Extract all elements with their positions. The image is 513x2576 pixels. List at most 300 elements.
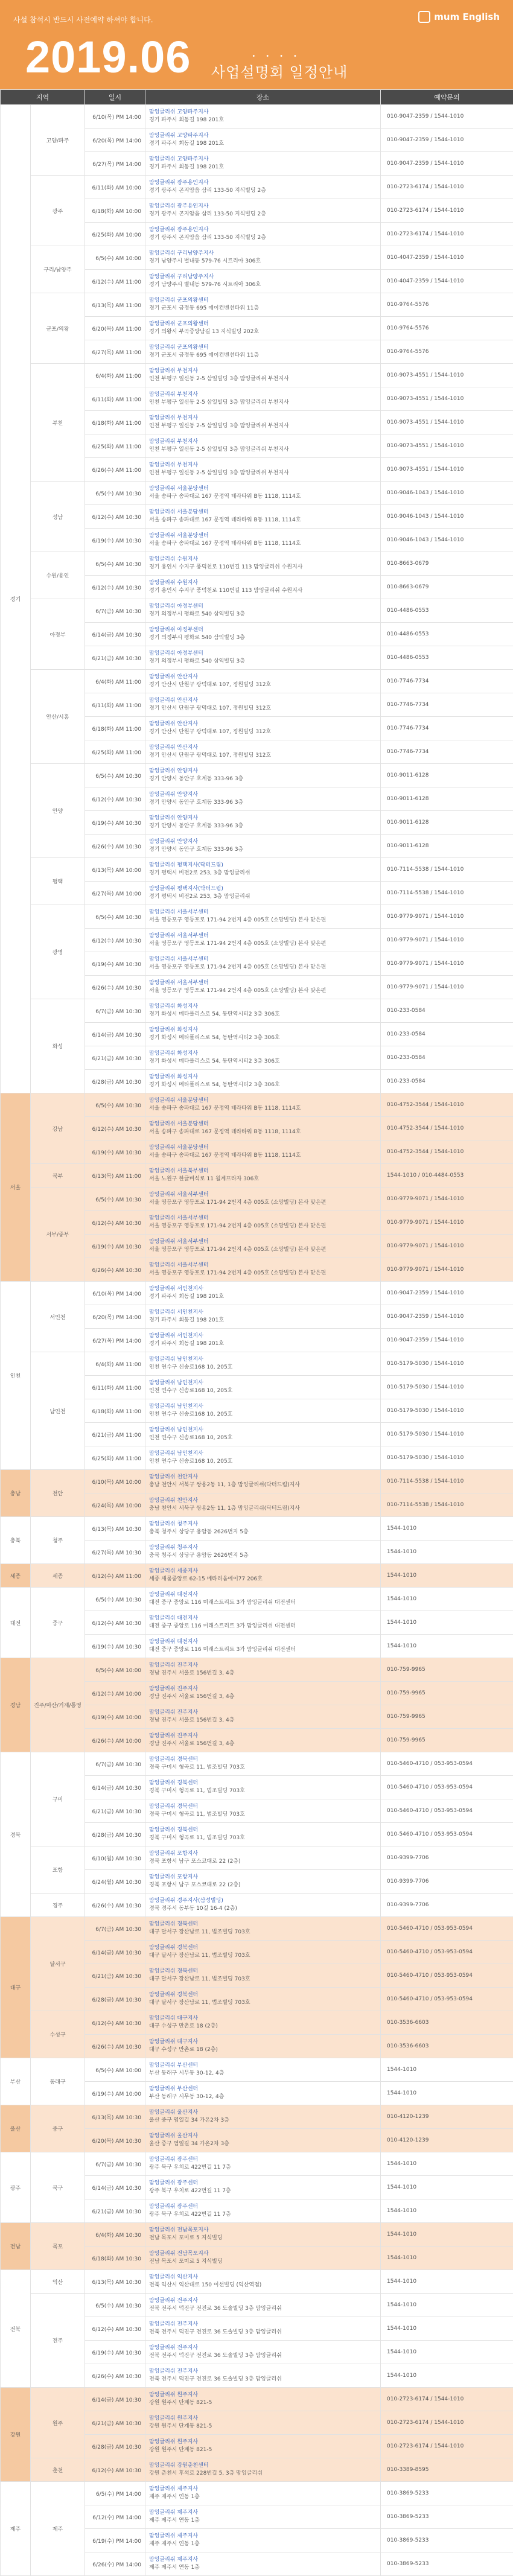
venue-name-link[interactable]: 맘잉글리쉬 남인천지사 [149,1379,380,1387]
date-cell: 6/4(화) AM 10:30 [85,2223,145,2247]
venue-name-link[interactable]: 맘잉글리쉬 안산지사 [149,697,380,705]
venue-name-link[interactable]: 맘잉글리쉬 포항지사 [149,1874,380,1881]
place-cell [145,811,381,835]
venue-name-link[interactable]: 맘잉글리쉬 울산지사 [149,2132,380,2140]
venue-address: 세종 새롬중앙로 62-15 메타리움에이77 206호 [149,1576,380,1583]
venue-name-link[interactable]: 맘잉글리쉬 원주지사 [149,2438,380,2446]
place-cell [145,2270,381,2294]
table-row [1,364,513,387]
venue-name-link[interactable]: 맘잉글리쉬 부산센터 [149,2062,380,2070]
place-cell [145,1423,381,1446]
venue-name-link[interactable]: 맘잉글리쉬 고양파주지사 [149,132,380,140]
venue-address: 경기 파주시 회동길 198 201호 [149,140,380,148]
contact-cell: 010-3869-5233 [381,2482,513,2505]
venue-address: 인천 연수구 신송로168 10, 205호 [149,1434,380,1442]
table-row [1,176,513,199]
table-row [1,1564,513,1588]
venue-name-link[interactable]: 맘잉글리쉬 광주센터 [149,2180,380,2187]
place-cell [145,1470,381,1493]
venue-name-link[interactable]: 맘잉글리쉬 서울서부센터 [149,1191,380,1199]
subregion-cell: 안양 [31,764,85,858]
venue-address: 경기 광주시 곤지암읍 삼리 133-50 지식빌딩 2층 [149,234,380,242]
date-cell: 6/14(금) AM 10:30 [85,623,145,646]
table-row [1,246,513,270]
table-row [1,1517,513,1541]
venue-name-link[interactable]: 맘잉글리쉬 부천지사 [149,367,380,375]
table-row [1,905,513,929]
title-dots: •••• [211,53,348,60]
venue-name-link[interactable]: 맘잉글리쉬 원주지사 [149,2391,380,2399]
venue-name-link[interactable]: 맘잉글리쉬 고양파주지사 [149,156,380,164]
date-cell: 6/10(목) PM 14:00 [85,1282,145,1305]
venue-name-link[interactable]: 맘잉글리쉬 안양지사 [149,768,380,775]
col-header-contact: 예약문의 [381,90,513,105]
contact-cell: 010-5460-4710 / 053-953-0594 [381,1917,513,1941]
date-cell: 6/27(목) AM 11:00 [85,340,145,364]
venue-name-link[interactable]: 맘잉글리쉬 경주지사(삼성빌딩) [149,1897,380,1905]
date-cell: 6/5(수) AM 10:30 [85,482,145,505]
venue-address: 서울 영등포구 영등포로 171-94 2번지 4층 005호 (소망빌딩) 본사 맞은편 [149,940,380,948]
venue-address: 경기 화성시 메타폴리스로 54, 동탄역시티2 3층 306호 [149,1034,380,1042]
region-cell: 경기 [1,105,31,1093]
venue-name-link[interactable]: 맘잉글리쉬 안양지사 [149,815,380,822]
venue-name-link[interactable]: 맘잉글리쉬 광주센터 [149,2203,380,2211]
contact-cell: 1544-1010 [381,1635,513,1658]
date-cell: 6/21(금) AM 11:00 [85,1423,145,1446]
venue-name-link[interactable]: 맘잉글리쉬 진주지사 [149,1709,380,1717]
date-cell: 6/11(화) AM 11:00 [85,1376,145,1399]
schedule-month: 2019.06 [25,31,191,83]
venue-name-link[interactable]: 맘잉글리쉬 서울서부센터 [149,1215,380,1223]
contact-cell: 010-5460-4710 / 053-953-0594 [381,1752,513,1776]
contact-cell: 1544-1010 / 010-4484-0553 [381,1164,513,1188]
contact-cell: 010-9047-2359 / 1544-1010 [381,152,513,176]
venue-name-link[interactable]: 맘잉글리쉬 청주지사 [149,1544,380,1552]
venue-name-link[interactable]: 맘잉글리쉬 수원지사 [149,556,380,564]
contact-cell: 010-9047-2359 / 1544-1010 [381,1329,513,1352]
venue-name-link[interactable]: 맘잉글리쉬 광주용인지사 [149,203,380,211]
contact-cell: 010-9779-9071 / 1544-1010 [381,1211,513,1235]
venue-name-link[interactable]: 맘잉글리쉬 청주지사 [149,1521,380,1528]
venue-name-link[interactable]: 맘잉글리쉬 부천지사 [149,438,380,446]
venue-name-link[interactable]: 맘잉글리쉬 아정부센터 [149,603,380,611]
contact-cell: 010-233-0584 [381,1023,513,1046]
place-cell [145,599,381,623]
contact-cell: 1544-1010 [381,2270,513,2294]
subregion-cell: 평택 [31,858,85,905]
venue-address: 서울 송파구 송파대로 167 문정역 테라타워 B동 1118, 1114호 [149,540,380,548]
venue-name-link[interactable]: 맘잉글리쉬 서인천지사 [149,1332,380,1340]
venue-name-link[interactable]: 맘잉글리쉬 부천지사 [149,415,380,422]
date-cell: 6/12(수) AM 10:30 [85,2458,145,2482]
venue-name-link[interactable]: 맘잉글리쉬 경북센터 [149,1827,380,1834]
date-cell: 6/19(수) AM 10:30 [85,1140,145,1164]
venue-name-link[interactable]: 맘잉글리쉬 서울서부센터 [149,932,380,940]
venue-name-link[interactable]: 맘잉글리쉬 안산지사 [149,720,380,728]
venue-name-link[interactable]: 맘잉글리쉬 전주지사 [149,2297,380,2305]
venue-address: 강원 원주시 단계동 821-5 [149,2399,380,2407]
date-cell: 6/21(금) AM 10:30 [85,1046,145,1070]
contact-cell: 010-7114-5538 / 1544-1010 [381,1493,513,1517]
venue-name-link[interactable]: 맘잉글리쉬 남인천지사 [149,1403,380,1411]
table-row [1,2388,513,2411]
subregion-cell: 서인천 [31,1282,85,1352]
subregion-cell: 군포/의왕 [31,293,85,364]
region-cell: 제주 [1,2482,31,2576]
place-cell [145,2105,381,2129]
date-cell: 6/25(화) AM 11:00 [85,434,145,458]
contact-cell: 010-2723-6174 / 1544-1010 [381,2435,513,2458]
venue-name-link[interactable]: 맘잉글리쉬 안산지사 [149,744,380,752]
venue-name-link[interactable]: 맘잉글리쉬 서울분당센터 [149,1121,380,1128]
date-cell: 6/26(수) AM 10:30 [85,2364,145,2388]
venue-name-link[interactable]: 맘잉글리쉬 전주지사 [149,2321,380,2329]
place-cell [145,1541,381,1564]
date-cell: 6/19(수) AM 10:30 [85,2341,145,2364]
venue-address: 인천 부평구 일신동 2-5 삼일빌딩 3층 맘잉글리쉬 부천지사 [149,375,380,383]
venue-name-link[interactable]: 맘잉글리쉬 화성지사 [149,1073,380,1081]
place-cell [145,2176,381,2199]
contact-cell: 010-3869-5233 [381,2505,513,2529]
venue-name-link[interactable]: 맘잉글리쉬 서울분당센터 [149,509,380,517]
venue-name-link[interactable]: 맘잉글리쉬 경북센터 [149,1944,380,1952]
venue-name-link[interactable]: 맘잉글리쉬 서울분당센터 [149,1144,380,1152]
table-row [1,2458,513,2482]
venue-name-link[interactable]: 맘잉글리쉬 서울분당센터 [149,1097,380,1105]
contact-cell: 010-2723-6174 / 1544-1010 [381,2411,513,2435]
venue-address: 서울 영등포구 영등포로 171-94 2번지 4층 005호 (소망빌딩) 본사 맞은편 [149,917,380,924]
venue-name-link[interactable]: 맘잉글리쉬 제주지사 [149,2485,380,2493]
place-cell [145,482,381,505]
venue-name-link[interactable]: 맘잉글리쉬 서울분당센터 [149,532,380,540]
contact-cell: 1544-1010 [381,2317,513,2341]
subregion-cell: 달서구 [31,1917,85,2011]
subregion-cell: 포항 [31,1846,85,1894]
date-cell: 6/10(목) PM 14:00 [85,105,145,129]
date-cell: 6/25(화) AM 10:00 [85,223,145,246]
place-cell [145,1846,381,1870]
venue-address: 경기 군포시 금정동 695 에이컨벤션타워 11층 [149,352,380,360]
table-row [1,1470,513,1493]
venue-name-link[interactable]: 맘잉글리쉬 부천지사 [149,462,380,469]
venue-name-link[interactable]: 맘잉글리쉬 군포의왕센터 [149,320,380,328]
venue-address: 경북 포항시 남구 포스코대로 22 (2층) [149,1881,380,1889]
date-cell: 6/12(수) PM 14:00 [85,2505,145,2529]
contact-cell: 010-3536-6603 [381,2011,513,2035]
date-cell: 6/19(수) AM 10:00 [85,1705,145,1729]
date-cell: 6/19(수) AM 10:00 [85,2082,145,2105]
contact-cell: 010-2723-6174 / 1544-1010 [381,2388,513,2411]
venue-name-link[interactable]: 맘잉글리쉬 대구지사 [149,2038,380,2046]
venue-name-link[interactable]: 맘잉글리쉬 광주용인지사 [149,226,380,234]
contact-cell: 010-9046-1043 / 1544-1010 [381,505,513,529]
place-cell [145,1329,381,1352]
contact-cell: 1544-1010 [381,2176,513,2199]
contact-cell: 010-9073-4551 / 1544-1010 [381,434,513,458]
place-cell [145,952,381,976]
contact-cell: 010-9073-4551 / 1544-1010 [381,387,513,411]
date-cell: 6/18(화) AM 11:00 [85,411,145,434]
venue-name-link[interactable]: 맘잉글리쉬 아정부센터 [149,626,380,634]
venue-address: 대전 중구 중앙로 116 미래스트리트 3가 맘잉글리쉬 대전센터 [149,1599,380,1607]
date-cell: 6/24(목) AM 10:00 [85,1493,145,1517]
place-cell [145,129,381,152]
venue-name-link[interactable]: 맘잉글리쉬 전남목포지사 [149,2227,380,2234]
place-cell [145,1941,381,1964]
date-cell: 6/21(금) AM 10:30 [85,2411,145,2435]
venue-name-link[interactable]: 맘잉글리쉬 경북센터 [149,1803,380,1811]
venue-name-link[interactable]: 맘잉글리쉬 천안지사 [149,1497,380,1505]
page-title [211,60,348,81]
venue-address: 인천 부평구 일신동 2-5 삼일빌딩 3층 맘잉글리쉬 부천지사 [149,446,380,454]
subregion-cell: 구미 [31,1752,85,1846]
venue-name-link[interactable]: 맘잉글리쉬 세종지사 [149,1568,380,1576]
venue-name-link[interactable]: 맘잉글리쉬 남인천지사 [149,1426,380,1434]
table-row [1,2011,513,2035]
contact-cell: 010-233-0584 [381,1046,513,1070]
venue-name-link[interactable]: 맘잉글리쉬 군포의왕센터 [149,297,380,305]
subregion-cell: 고양/파주 [31,105,85,176]
place-cell [145,364,381,387]
venue-name-link[interactable]: 맘잉글리쉬 수원지사 [149,579,380,587]
table-header-row [1,90,513,105]
contact-cell: 1544-1010 [381,2199,513,2223]
subregion-cell: 청주 [31,1517,85,1564]
place-cell [145,1517,381,1541]
region-cell: 전북 [1,2270,31,2388]
venue-name-link[interactable]: 맘잉글리쉬 화성지사 [149,1050,380,1058]
venue-address: 인천 연수구 신송로168 10, 205호 [149,1411,380,1419]
venue-address: 제주 제주시 연동 1층 [149,2564,380,2572]
venue-name-link[interactable]: 맘잉글리쉬 구리남양주지사 [149,273,380,281]
venue-name-link[interactable]: 맘잉글리쉬 서울북부센터 [149,1168,380,1175]
venue-name-link[interactable]: 맘잉글리쉬 제주지사 [149,2533,380,2540]
date-cell: 6/18(화) AM 11:00 [85,1399,145,1423]
place-cell [145,1117,381,1140]
venue-name-link[interactable]: 맘잉글리쉬 평택지사(닥터드림) [149,885,380,893]
venue-name-link[interactable]: 맘잉글리쉬 아정부센터 [149,650,380,658]
venue-address: 경기 광주시 곤지암읍 삼리 133-50 지식빌딩 2층 [149,211,380,218]
venue-name-link[interactable]: 맘잉글리쉬 서울분당센터 [149,485,380,493]
venue-address: 대전 중구 중앙로 116 미래스트리트 3가 맘잉글리쉬 대전센터 [149,1623,380,1630]
date-cell: 6/21(금) AM 10:30 [85,2199,145,2223]
venue-name-link[interactable]: 맘잉글리쉬 광주센터 [149,2156,380,2164]
place-cell [145,2199,381,2223]
venue-name-link[interactable]: 맘잉글리쉬 울산지사 [149,2109,380,2117]
place-cell [145,1917,381,1941]
date-cell: 6/12(수) AM 10:30 [85,2011,145,2035]
venue-name-link[interactable]: 맘잉글리쉬 화성지사 [149,1026,380,1034]
venue-name-link[interactable]: 맘잉글리쉬 서울서부센터 [149,909,380,917]
venue-name-link[interactable]: 맘잉글리쉬 서울서부센터 [149,979,380,987]
venue-address: 경남 진주시 서울로 156번길 3, 4층 [149,1693,380,1701]
venue-address: 경기 안양시 동안구 호계동 333-96 3층 [149,799,380,807]
venue-address: 강원 원주시 단계동 821-5 [149,2446,380,2454]
venue-address: 인천 연수구 신송로168 10, 205호 [149,1458,380,1466]
venue-name-link[interactable]: 맘잉글리쉬 고양파주지사 [149,109,380,116]
date-cell: 6/20(목) PM 14:00 [85,1305,145,1329]
contact-cell: 010-9073-4551 / 1544-1010 [381,364,513,387]
venue-name-link[interactable]: 맘잉글리쉬 경북센터 [149,1968,380,1976]
place-cell [145,1352,381,1376]
table-row [1,1352,513,1376]
venue-name-link[interactable]: 맘잉글리쉬 경북센터 [149,1779,380,1787]
venue-address: 경기 안산시 단원구 광덕대로 107, 정원빌딩 312호 [149,705,380,713]
contact-cell: 010-9047-2359 / 1544-1010 [381,1305,513,1329]
region-cell: 대전 [1,1588,31,1658]
venue-name-link[interactable]: 맘잉글리쉬 평택지사(닥터드림) [149,862,380,870]
venue-name-link[interactable]: 맘잉글리쉬 안양지사 [149,838,380,846]
date-cell: 6/28(금) AM 10:30 [85,1988,145,2011]
venue-address: 인천 부평구 일신동 2-5 삼일빌딩 3층 맘잉글리쉬 부천지사 [149,422,380,430]
place-cell [145,1705,381,1729]
venue-name-link[interactable]: 맘잉글리쉬 서울서부센터 [149,1262,380,1270]
venue-address: 경기 용인시 수지구 풍덕천로 110번길 113 맘잉글리쉬 수원지사 [149,564,380,571]
venue-name-link[interactable]: 맘잉글리쉬 대전지사 [149,1615,380,1623]
subregion-cell: 강남 [31,1093,85,1164]
subregion-cell: 아정부 [31,599,85,670]
subregion-cell: 안산/시흥 [31,670,85,764]
contact-cell: 010-3869-5233 [381,2552,513,2576]
venue-address: 경기 안산시 단원구 광덕대로 107, 정원빌딩 312호 [149,681,380,689]
brand-logo-text: mum English [434,11,500,22]
venue-name-link[interactable]: 맘잉글리쉬 서인천지사 [149,1285,380,1293]
place-cell [145,2552,381,2576]
contact-cell: 010-9779-9071 / 1544-1010 [381,1188,513,1211]
venue-name-link[interactable]: 맘잉글리쉬 포항지사 [149,1850,380,1858]
venue-name-link[interactable]: 맘잉글리쉬 익산지사 [149,2274,380,2282]
place-cell [145,1776,381,1799]
date-cell: 6/26(수) AM 10:00 [85,1729,145,1752]
venue-name-link[interactable]: 맘잉글리쉬 광주용인지사 [149,179,380,187]
venue-name-link[interactable]: 맘잉글리쉬 경북센터 [149,1991,380,1999]
place-cell [145,2482,381,2505]
subregion-cell: 북구 [31,2152,85,2223]
venue-name-link[interactable]: 맘잉글리쉬 제주지사 [149,2509,380,2517]
contact-cell: 010-5179-5030 / 1544-1010 [381,1423,513,1446]
subregion-cell: 성남 [31,482,85,552]
venue-name-link[interactable]: 맘잉글리쉬 구리남양주지사 [149,250,380,258]
date-cell: 6/10(월) AM 10:30 [85,1846,145,1870]
venue-name-link[interactable]: 맘잉글리쉬 대전지사 [149,1638,380,1646]
contact-cell: 010-9073-4551 / 1544-1010 [381,458,513,482]
venue-address: 대구 수성구 만촌로 18 (2층) [149,2046,380,2054]
venue-name-link[interactable]: 맘잉글리쉬 전남목포지사 [149,2250,380,2258]
place-cell [145,411,381,434]
venue-name-link[interactable]: 맘잉글리쉬 원주지사 [149,2415,380,2423]
table-row [1,599,513,623]
venue-address: 경기 용인시 수지구 풍덕천로 110번길 113 맘잉글리쉬 수원지사 [149,587,380,595]
table-row [1,1188,513,1211]
venue-name-link[interactable]: 맘잉글리쉬 전주지사 [149,2344,380,2352]
place-cell [145,529,381,552]
venue-name-link[interactable]: 맘잉글리쉬 진주지사 [149,1685,380,1693]
place-cell [145,1682,381,1705]
contact-cell: 010-4752-3544 / 1544-1010 [381,1117,513,1140]
table-row [1,764,513,787]
subregion-cell: 서부/중부 [31,1188,85,1282]
place-cell [145,2294,381,2317]
place-cell [145,976,381,999]
date-cell: 6/5(수) AM 10:30 [85,1188,145,1211]
venue-name-link[interactable]: 맘잉글리쉬 남인천지사 [149,1450,380,1458]
brand-logo[interactable] [418,11,500,23]
venue-address: 서울 송파구 송파대로 167 문정역 테라타워 B동 1118, 1114호 [149,1152,380,1160]
venue-address: 서울 송파구 송파대로 167 문정역 테라타워 B동 1118, 1114호 [149,1128,380,1136]
venue-name-link[interactable]: 맘잉글리쉬 안양지사 [149,791,380,799]
venue-name-link[interactable]: 맘잉글리쉬 천안지사 [149,1474,380,1481]
contact-cell: 010-4486-0553 [381,646,513,670]
venue-name-link[interactable]: 맘잉글리쉬 화성지사 [149,1003,380,1011]
contact-cell: 010-7114-5538 / 1544-1010 [381,882,513,905]
venue-name-link[interactable]: 맘잉글리쉬 서울서부센터 [149,1238,380,1246]
place-cell [145,1258,381,1282]
place-cell [145,505,381,529]
venue-name-link[interactable]: 맘잉글리쉬 제주지사 [149,2556,380,2564]
date-cell: 6/26(수) AM 10:30 [85,835,145,858]
venue-address: 대구 달서구 장산남로 11, 법조빌딩 703호 [149,1929,380,1936]
venue-address: 경기 파주시 회동길 198 201호 [149,1317,380,1325]
venue-name-link[interactable]: 맘잉글리쉬 대전지사 [149,1591,380,1599]
venue-name-link[interactable]: 맘잉글리쉬 부천지사 [149,391,380,399]
contact-cell: 010-3389-8595 [381,2458,513,2482]
venue-name-link[interactable]: 맘잉글리쉬 경북센터 [149,1756,380,1764]
date-cell: 6/12(수) AM 10:30 [85,929,145,952]
place-cell [145,2317,381,2341]
venue-address: 전북 전주시 덕진구 전진로 36 도솔빌딩 3층 맘잉글리쉬 [149,2329,380,2336]
place-cell [145,1305,381,1329]
place-cell [145,1093,381,1117]
contact-cell: 010-5179-5030 / 1544-1010 [381,1399,513,1423]
venue-name-link[interactable]: 맘잉글리쉬 전주지사 [149,2368,380,2376]
venue-address: 서울 영등포구 영등포로 171-94 2번지 4층 005호 (소망빌딩) 본사 맞은편 [149,1199,380,1207]
date-cell: 6/25(화) AM 11:00 [85,740,145,764]
contact-cell: 1544-1010 [381,2082,513,2105]
contact-cell: 010-9779-9071 / 1544-1010 [381,929,513,952]
place-cell [145,835,381,858]
table-row [1,105,513,129]
date-cell: 6/12(수) AM 10:30 [85,505,145,529]
venue-name-link[interactable]: 맘잉글리쉬 남인천지사 [149,1356,380,1364]
place-cell [145,1799,381,1823]
venue-name-link[interactable]: 맘잉글리쉬 안산지사 [149,673,380,681]
contact-cell: 010-759-9965 [381,1682,513,1705]
venue-name-link[interactable]: 맘잉글리쉬 부산센터 [149,2085,380,2093]
venue-name-link[interactable]: 맘잉글리쉬 진주지사 [149,1662,380,1670]
venue-name-link[interactable]: 맘잉글리쉬 서인천지사 [149,1309,380,1317]
venue-name-link[interactable]: 맘잉글리쉬 군포의왕센터 [149,344,380,352]
venue-address: 경북 구미시 형곡로 11, 법조빌딩 703호 [149,1811,380,1819]
venue-name-link[interactable]: 맘잉글리쉬 진주지사 [149,1732,380,1740]
contact-cell: 010-5460-4710 / 053-953-0594 [381,1964,513,1988]
venue-name-link[interactable]: 맘잉글리쉬 대구지사 [149,2015,380,2023]
place-cell [145,670,381,693]
place-cell [145,1894,381,1917]
venue-address: 전남 목포시 포미로 5 지식빌딩 [149,2234,380,2242]
contact-cell: 010-4120-1239 [381,2105,513,2129]
place-cell [145,693,381,717]
venue-name-link[interactable]: 맘잉글리쉬 서울서부센터 [149,956,380,964]
venue-name-link[interactable]: 맘잉글리쉬 강원춘천센터 [149,2462,380,2470]
venue-address: 대구 수성구 만촌로 18 (2층) [149,2023,380,2031]
date-cell: 6/5(수) PM 14:00 [85,2482,145,2505]
contact-cell: 010-9399-7706 [381,1870,513,1894]
venue-address: 인천 부평구 일신동 2-5 삼일빌딩 3층 맘잉글리쉬 부천지사 [149,399,380,407]
contact-cell: 010-9764-5576 [381,317,513,340]
venue-name-link[interactable]: 맘잉글리쉬 경북센터 [149,1921,380,1929]
date-cell: 6/27(목) PM 14:00 [85,152,145,176]
subregion-cell: 동래구 [31,2058,85,2105]
